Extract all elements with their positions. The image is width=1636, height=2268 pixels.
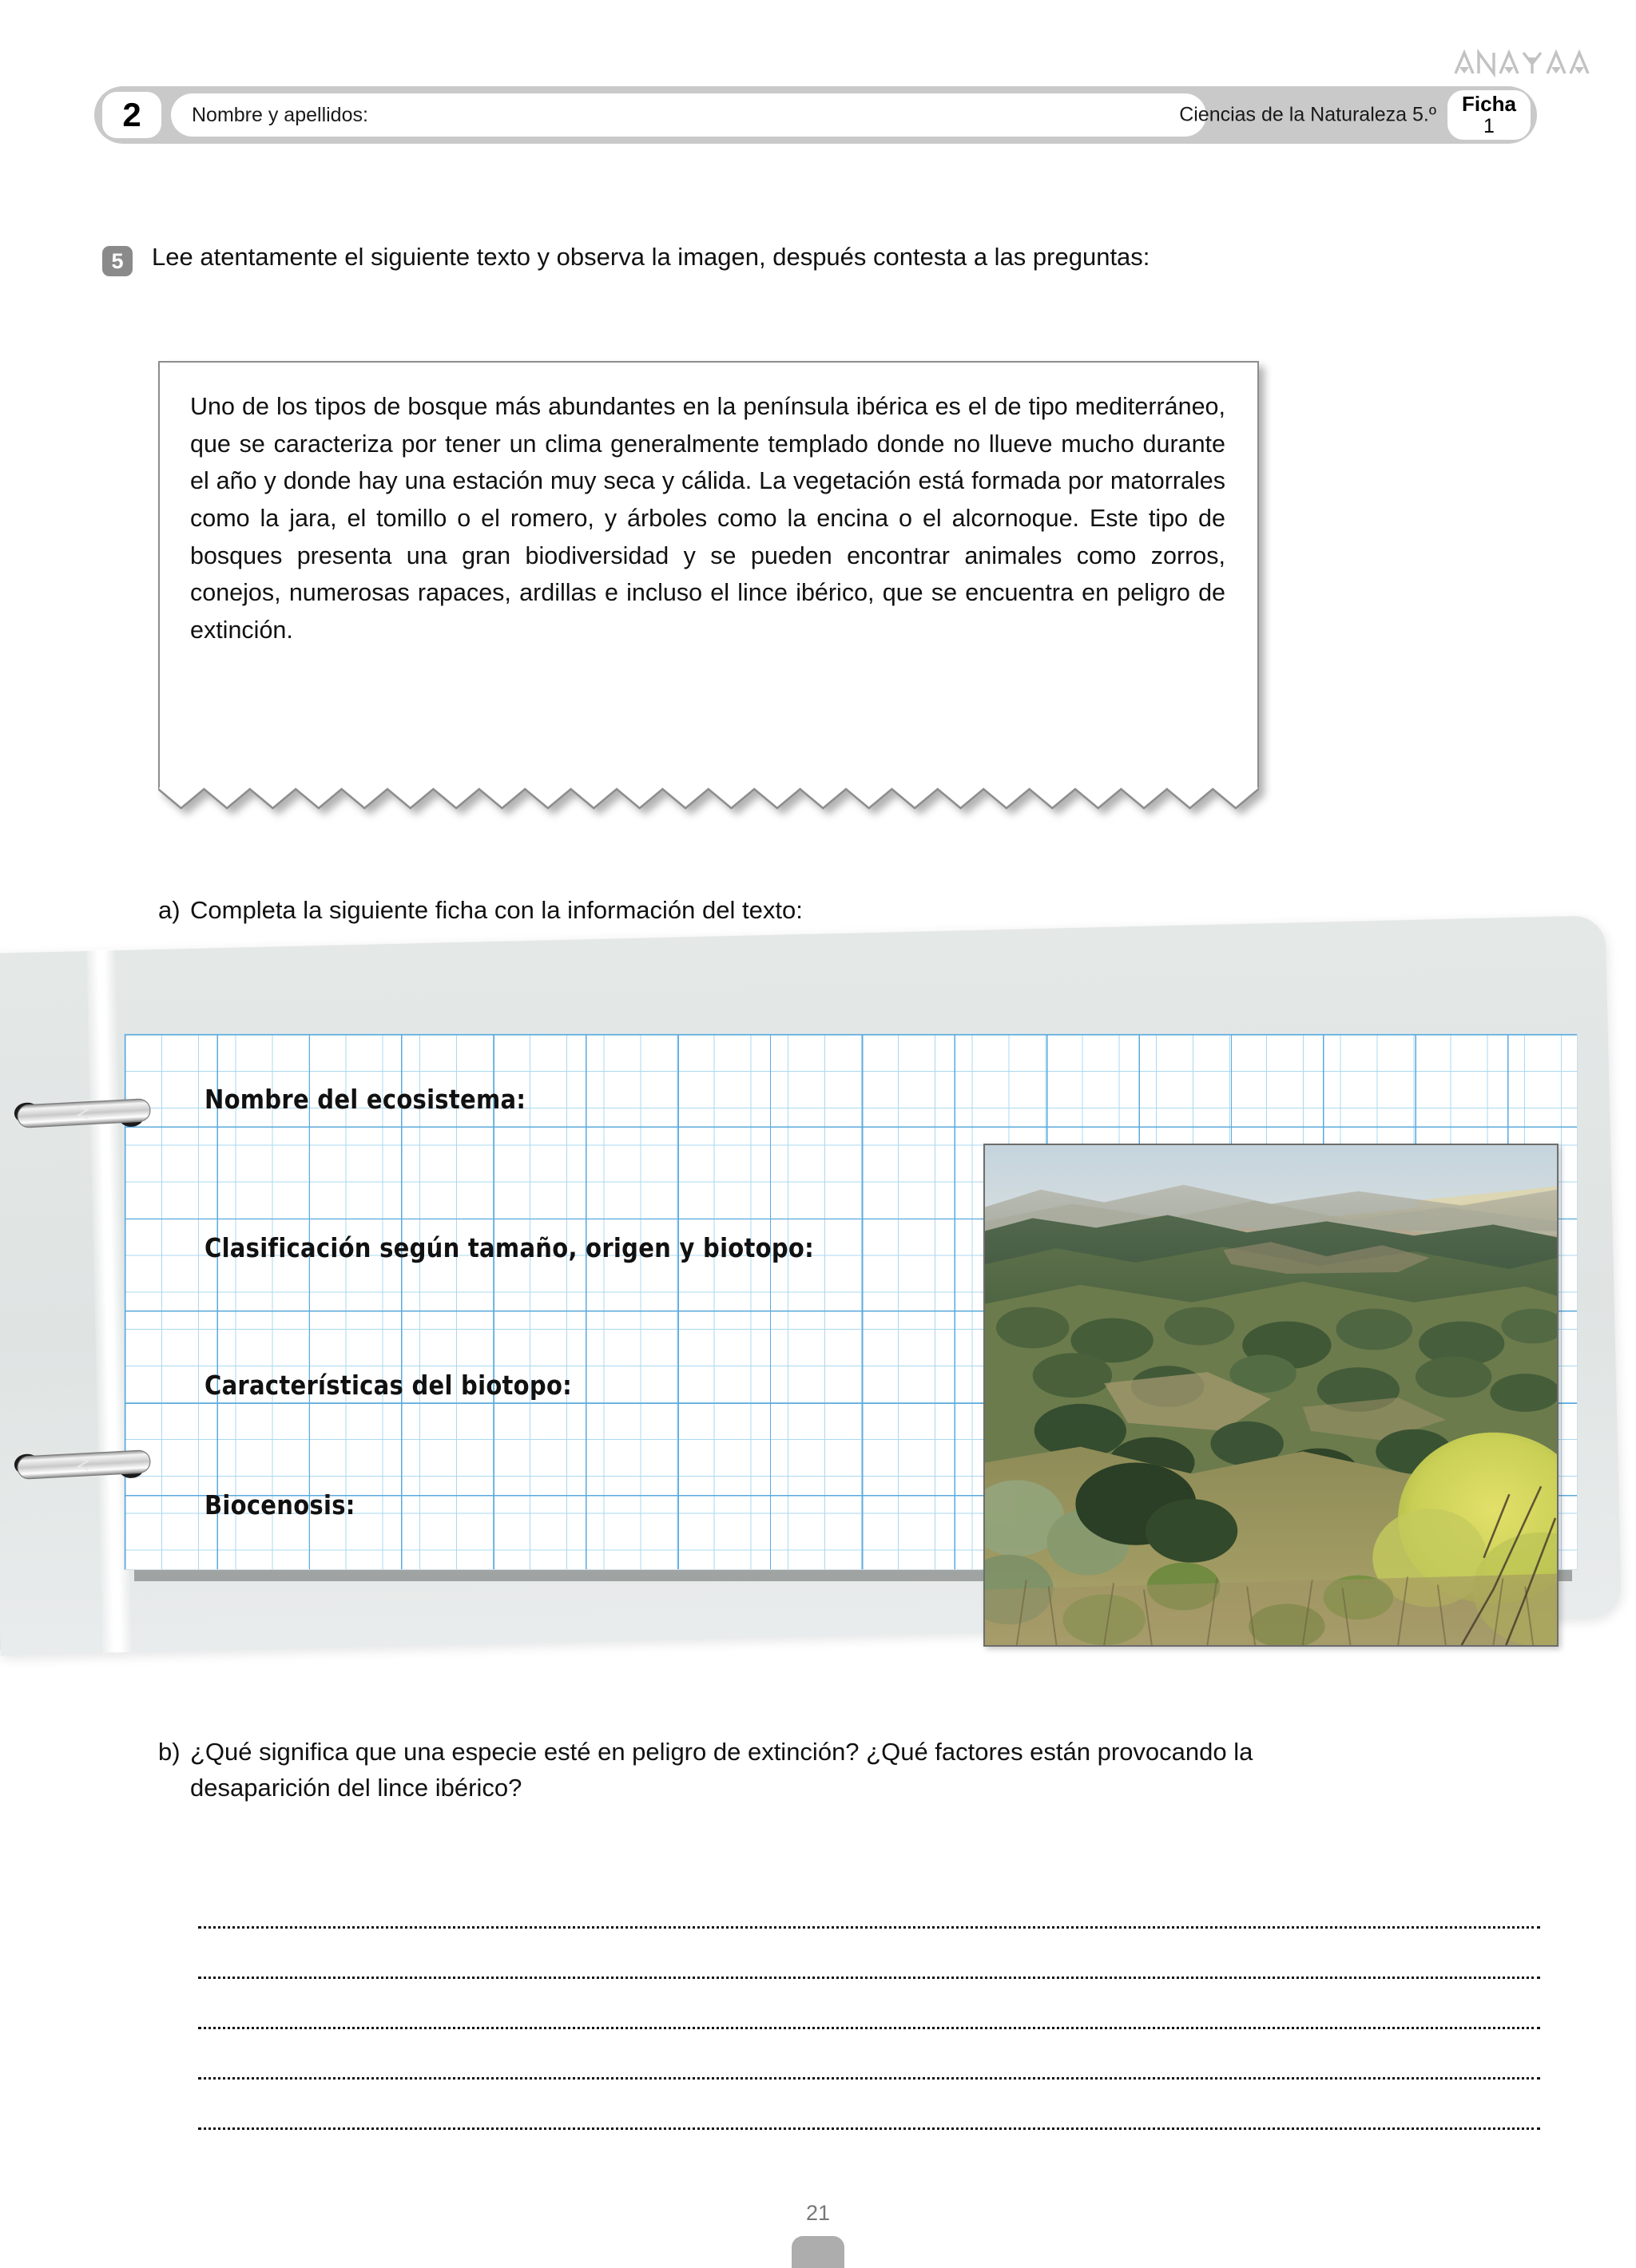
question-b	[158, 1735, 1293, 1806]
page-number: 21	[805, 2201, 831, 2225]
question-a-letter: a)	[158, 896, 181, 924]
answer-line[interactable]	[198, 1979, 1540, 2029]
student-name-label: Nombre y apellidos:	[192, 103, 368, 126]
grid-page	[124, 1033, 1578, 1570]
exercise-5	[102, 240, 1300, 275]
answer-line[interactable]	[198, 2080, 1540, 2130]
ficha-label-biocenosis: Biocenosis:	[204, 1489, 355, 1521]
answer-line[interactable]	[198, 1878, 1540, 1929]
subject-label: Ciencias de la Naturaleza 5.º	[1179, 103, 1436, 126]
question-a-text: Completa la siguiente ficha con la información del texto:	[190, 896, 803, 924]
worksheet-header-bar	[94, 86, 1537, 144]
ficha-badge	[1447, 90, 1531, 140]
mediterranean-forest-photo	[983, 1144, 1559, 1647]
ficha-label-clasificacion: Clasificación según tamaño, origen y biotopo:	[204, 1232, 815, 1263]
footer-tab	[792, 2236, 844, 2268]
unit-number-value: 2	[122, 96, 141, 133]
answer-line[interactable]	[198, 1929, 1540, 1979]
ficha-number: 1	[1483, 114, 1495, 137]
ficha-label-nombre-del-ecosistema: Nombre del ecosistema:	[204, 1084, 526, 1115]
student-name-field[interactable]	[171, 93, 1206, 137]
ficha-label-caracteristicas-biotopo: Características del biotopo:	[204, 1370, 573, 1401]
reading-passage-box	[158, 361, 1259, 808]
answer-lines	[198, 1878, 1540, 2130]
question-b-letter: b)	[158, 1738, 181, 1766]
question-a	[158, 896, 1277, 925]
passage-text: Uno de los tipos de bosque más abundantes en la península ibérica es el de tipo mediterráneo, que se caracteriza por tener un clima generalmente templado donde no llueve mucho durante el año y donde hay una estación muy seca y cálida. La vegetación está formada por matorrales como la jara, el tomillo o el romero, y árboles como la encina o el alcornoque. Este tipo de bosques presenta una gran biodiversidad y se pueden encontrar animales como zorros, conejos, numerosas rapaces, ardillas e incluso el lince ibérico, que se encuentra en peligro de extinción.	[190, 393, 1225, 644]
ficha-label: Ficha	[1462, 92, 1516, 117]
question-b-text: ¿Qué significa que una especie esté en peligro de extinción? ¿Qué factores están provocando la desaparición del lince ibérico?	[190, 1738, 1253, 1802]
exercise-number-badge: 5	[102, 246, 133, 276]
torn-paper-edge	[158, 787, 1259, 811]
anaya-logo	[1452, 46, 1596, 78]
exercise-instruction: Lee atentamente el siguiente texto y observa la imagen, después contesta a las preguntas:	[152, 243, 1150, 271]
unit-number	[102, 92, 161, 138]
answer-line[interactable]	[198, 2029, 1540, 2080]
notebook-ficha	[0, 942, 1636, 1661]
